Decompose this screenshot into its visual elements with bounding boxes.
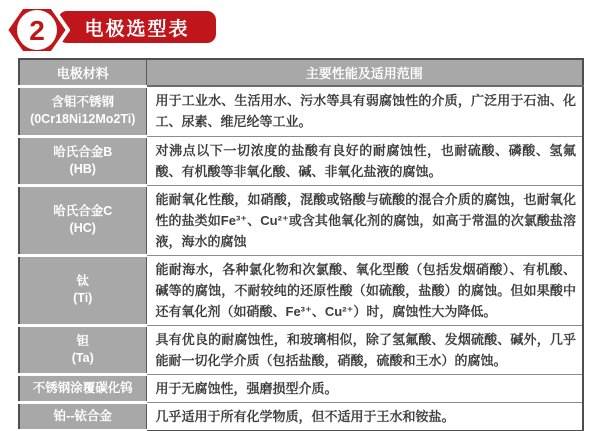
section-title-pill [58, 11, 216, 43]
material-code: (HB) [69, 161, 96, 176]
description-cell: 用于工业水、生活用水、污水等具有弱腐蚀性的介质，广泛用于石油、化工、尿素、维尼纶等工业。 [146, 86, 583, 136]
material-code: (0Cr18Ni12Mo2Ti) [30, 112, 136, 126]
table-row [19, 255, 583, 325]
table-header-row [19, 59, 583, 86]
description-cell: 能耐海水，各种氯化物和次氯酸、氧化型酸（包括发烟硝酸）、有机酸、碱等的腐蚀，不耐较纯的还原性酸（如硫酸，盐酸）的腐蚀。但如果酸中还有氧化剂（如硝酸、Fe³⁺、Cu²⁺）时，腐蚀性大为降低。 [146, 255, 583, 325]
material-cell [19, 86, 146, 136]
material-name: 哈氏合金C [53, 204, 113, 218]
material-name: 不锈钢涂覆碳化钨 [32, 380, 133, 395]
material-cell [19, 255, 146, 325]
material-name: 钛 [76, 274, 89, 288]
electrode-selection-table [18, 58, 584, 431]
material-name: 铂--铱合金 [53, 408, 112, 423]
material-name: 钽 [76, 333, 89, 348]
material-name: 哈氏合金B [53, 144, 113, 159]
material-code: (Ta) [71, 350, 94, 365]
column-header-performance: 主要性能及适用范围 [146, 59, 583, 86]
table-row [19, 402, 583, 431]
column-header-material: 电极材料 [19, 59, 146, 86]
title-banner [0, 0, 600, 58]
material-code: (Ti) [73, 291, 93, 305]
badge-hexagon-icon [4, 2, 70, 58]
table-row [19, 374, 583, 402]
table-row [19, 325, 583, 374]
description-cell: 对沸点以下一切浓度的盐酸有良好的耐腐蚀性，也耐硫酸、磷酸、氢氟酸、有机酸等非氧化酸、碱、非氧化盐液的腐蚀。 [146, 136, 583, 185]
electrode-table-wrapper [0, 58, 600, 431]
material-cell [19, 185, 146, 255]
table-row [19, 136, 583, 185]
description-cell: 用于无腐蚀性，强磨损型介质。 [146, 374, 583, 402]
section-title: 电极选型表 [84, 18, 190, 40]
table-row [19, 86, 583, 136]
material-cell [19, 374, 146, 402]
material-cell [19, 325, 146, 374]
table-row [19, 185, 583, 255]
description-cell: 几乎适用于所有化学物质，但不适用于王水和铵盐。 [146, 402, 583, 431]
badge-number: 2 [29, 15, 45, 46]
material-code: (HC) [69, 221, 96, 235]
description-cell: 具有优良的耐腐蚀性，和玻璃相似，除了氢氟酸、发烟硫酸、碱外，几乎能耐一切化学介质（包括盐酸，硝酸，硫酸和王水）的腐蚀。 [146, 325, 583, 374]
material-cell [19, 402, 146, 431]
material-cell [19, 136, 146, 185]
description-cell: 能耐氧化性酸，如硝酸，混酸或铬酸与硫酸的混合介质的腐蚀，也耐氧化性的盐类如Fe³⁺、Cu²⁺或含其他氧化剂的腐蚀，如高于常温的次氯酸盐溶液，海水的腐蚀 [146, 185, 583, 255]
material-name: 含钼不锈钢 [51, 95, 114, 109]
